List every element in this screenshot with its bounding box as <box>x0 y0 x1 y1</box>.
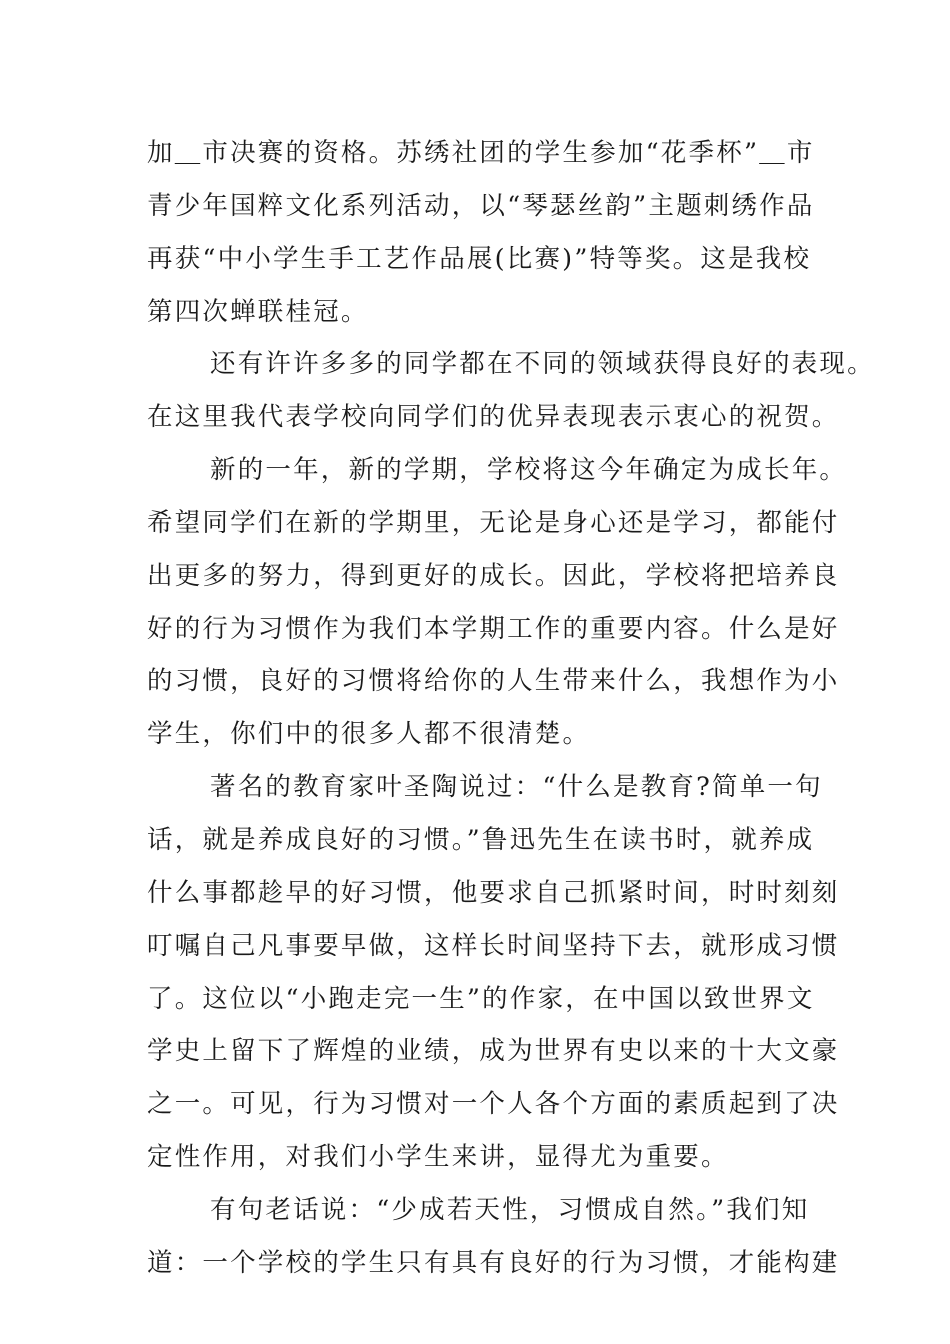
text-line: 第四次蝉联桂冠。 <box>147 296 369 327</box>
text-line: 好的行为习惯作为我们本学期工作的重要内容。什么是好 <box>147 613 840 644</box>
text-line: 之一。可见，行为习惯对一个人各个方面的素质起到了决 <box>147 1089 840 1120</box>
text-line: 了。这位以“小跑走完一生”的作家，在中国以致世界文 <box>147 983 815 1014</box>
text-line: 加＿市决赛的资格。苏绣社团的学生参加“花季杯”＿市 <box>147 138 815 168</box>
text-line: 出更多的努力，得到更好的成长。因此，学校将把培养良 <box>147 560 840 591</box>
text-line: 再获“中小学生手工艺作品展(比赛)”特等奖。这是我校 <box>147 243 812 274</box>
text-line: 学生，你们中的很多人都不很清楚。 <box>147 719 591 750</box>
text-line: 定性作用，对我们小学生来讲，显得尤为重要。 <box>147 1142 729 1173</box>
paragraph-first-line: 新的一年，新的学期，学校将这今年确定为成长年。 <box>210 455 848 486</box>
text-line: 青少年国粹文化系列活动，以“琴瑟丝韵”主题刺绣作品 <box>147 190 815 221</box>
paragraph-first-line: 著名的教育家叶圣陶说过：“什么是教育?简单一句 <box>210 772 823 803</box>
text-line: 叮嘱自己凡事要早做，这样长时间坚持下去，就形成习惯 <box>147 930 840 961</box>
text-line: 希望同学们在新的学期里，无论是身心还是学习，都能付 <box>147 507 840 538</box>
text-line: 什么事都趁早的好习惯，他要求自己抓紧时间，时时刻刻 <box>147 877 840 908</box>
document-body <box>147 131 875 1294</box>
text-line: 道：一个学校的学生只有具有良好的行为习惯，才能构建 <box>147 1247 840 1278</box>
paragraph-first-line: 还有许许多多的同学都在不同的领域获得良好的表现。 <box>210 349 875 380</box>
text-line: 学史上留下了辉煌的业绩，成为世界有史以来的十大文豪 <box>147 1036 840 1067</box>
text-line: 的习惯，良好的习惯将给你的人生带来什么，我想作为小 <box>147 666 840 697</box>
text-line: 在这里我代表学校向同学们的优异表现表示衷心的祝贺。 <box>147 402 840 433</box>
paragraph-first-line: 有句老话说：“少成若天性，习惯成自然。”我们知 <box>210 1194 810 1225</box>
text-line: 话，就是养成良好的习惯。”鲁迅先生在读书时，就养成 <box>147 824 815 855</box>
